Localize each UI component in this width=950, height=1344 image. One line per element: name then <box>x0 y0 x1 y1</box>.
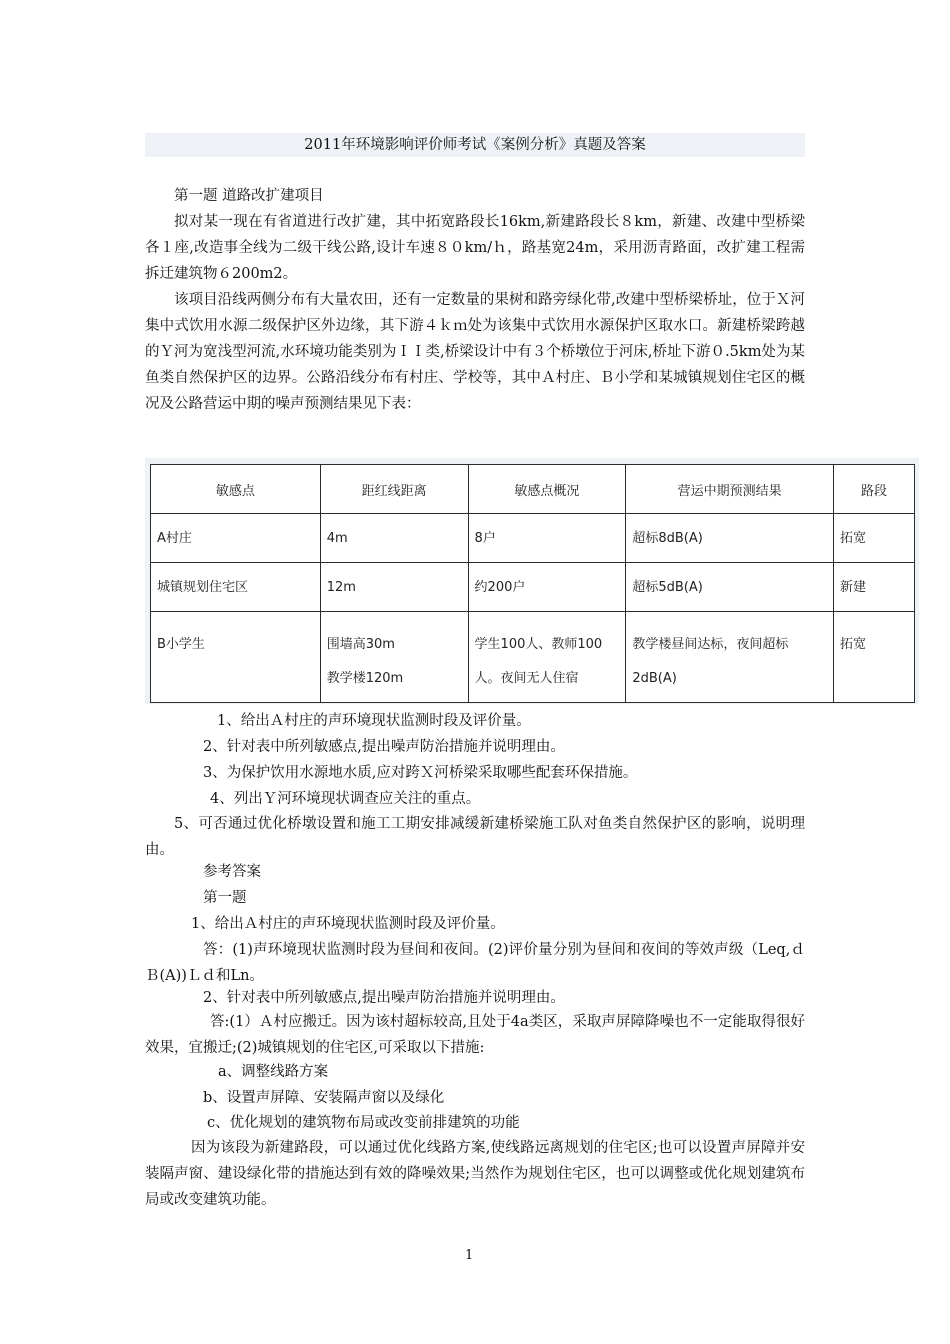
table-header: 敏感点概况 <box>468 465 626 514</box>
table-header: 路段 <box>834 465 915 514</box>
question-heading: 第一题 道路改扩建项目 <box>174 188 324 204</box>
table-cell: 围墙高30m 教学楼120m <box>320 612 468 703</box>
answer-question-1: 1、给出Ａ村庄的声环境现状监测时段及评价量。 <box>191 916 505 932</box>
table-cell: 学生100人、教师100人。夜间无人住宿 <box>468 612 626 703</box>
table-cell: 约200户 <box>468 563 626 612</box>
page-title: 2011年环境影响评价师考试《案例分析》真题及答案 <box>145 133 805 157</box>
table-row <box>151 514 915 563</box>
table-row <box>151 612 915 703</box>
table-cell: 拓宽 <box>834 612 915 703</box>
question-5-block <box>145 811 805 863</box>
table-header: 敏感点 <box>151 465 321 514</box>
question-paragraph-1: 拟对某一现在有省道进行改扩建，其中拓宽路段长16km,新建路段长８km，新建、改建中型桥梁各１座,改造事全线为二级干线公路,设计车速８０km/ｈ，路基宽24m，采用沥青路面，改扩建工程需拆迁建筑物６200m2。 <box>145 214 805 282</box>
question-item: 4、列出Ｙ河环境现状调查应关注的重点。 <box>210 791 481 807</box>
table-header: 距红线距离 <box>320 465 468 514</box>
table-cell: 12m <box>320 563 468 612</box>
question-item: 2、针对表中所列敏感点,提出噪声防治措施并说明理由。 <box>203 739 565 755</box>
table-cell: A村庄 <box>151 514 321 563</box>
table-header: 营运中期预测结果 <box>626 465 834 514</box>
table-cell: B小学生 <box>151 612 321 703</box>
table-cell: 新建 <box>834 563 915 612</box>
answer-2-reason: 因为该段为新建路段，可以通过优化线路方案,使线路远离规划的住宅区;也可以设置声屏障并安装隔声窗、建设绿化带的措施达到有效的降噪效果;当然作为规划住宅区，也可以调整或优化规划建筑布局或改变建筑功能。 <box>145 1140 805 1208</box>
question-paragraph-2: 该项目沿线两侧分布有大量农田，还有一定数量的果树和路旁绿化带,改建中型桥梁桥址，位于Ｘ河集中式饮用水源二级保护区外边缘，其下游４ｋｍ处为该集中式饮用水源保护区取水口。新建桥梁跨越的Ｙ河为宽浅型河流,水环境功能类别为ＩＩ类,桥梁设计中有３个桥墩位于河床,桥址下游０.5km处为某鱼类自然保护区的边界。公路沿线分布有村庄、学校等，其中Ａ村庄、Ｂ小学和某城镇规划住宅区的概况及公路营运中期的噪声预测结果见下表： <box>145 292 805 412</box>
answer-2: 答:(1）Ａ村应搬迁。因为该村超标较高,且处于4a类区，采取声屏障降噪也不一定能取得很好效果，宜搬迁;(2)城镇规划的住宅区,可采取以下措施: <box>145 1014 805 1056</box>
answer-question-2: 2、针对表中所列敏感点,提出噪声防治措施并说明理由。 <box>203 990 565 1006</box>
table-cell: 城镇规划住宅区 <box>151 563 321 612</box>
question-item: 5、可否通过优化桥墩设置和施工工期安排减缓新建桥梁施工队对鱼类自然保护区的影响，说明理由。 <box>145 816 805 858</box>
table-row <box>151 563 915 612</box>
table-cell: 教学楼昼间达标，夜间超标2dB(A) <box>626 612 834 703</box>
noise-table <box>150 464 915 703</box>
answer-2-item: c、优化规划的建筑物布局或改变前排建筑的功能 <box>207 1115 520 1131</box>
table-cell: 拓宽 <box>834 514 915 563</box>
page-number: 1 <box>465 1248 474 1263</box>
answer-heading: 参考答案 <box>203 864 261 880</box>
answer-2-item: a、调整线路方案 <box>218 1064 329 1080</box>
question-item: 1、给出Ａ村庄的声环境现状监测时段及评价量。 <box>217 713 531 729</box>
table-header-row <box>151 465 915 514</box>
answer-2-reason-block <box>145 1135 805 1213</box>
answer-1: 答：(1)声环境现状监测时段为昼间和夜间。(2)评价量分别为昼间和夜间的等效声级（Leq,ｄＢ(A))Ｌｄ和Ln。 <box>145 942 805 984</box>
question-intro <box>145 183 805 417</box>
answer-2-block <box>145 1009 805 1061</box>
table-cell: 8户 <box>468 514 626 563</box>
table-cell: 4m <box>320 514 468 563</box>
answer-subheading: 第一题 <box>203 890 247 906</box>
table-cell: 超标5dB(A) <box>626 563 834 612</box>
noise-table-image <box>145 458 919 704</box>
answer-2-item: b、设置声屏障、安装隔声窗以及绿化 <box>203 1090 445 1106</box>
answer-1-block <box>145 937 805 989</box>
table-cell: 超标8dB(A) <box>626 514 834 563</box>
question-item: 3、为保护饮用水源地水质,应对跨Ｘ河桥梁采取哪些配套环保措施。 <box>203 765 638 781</box>
